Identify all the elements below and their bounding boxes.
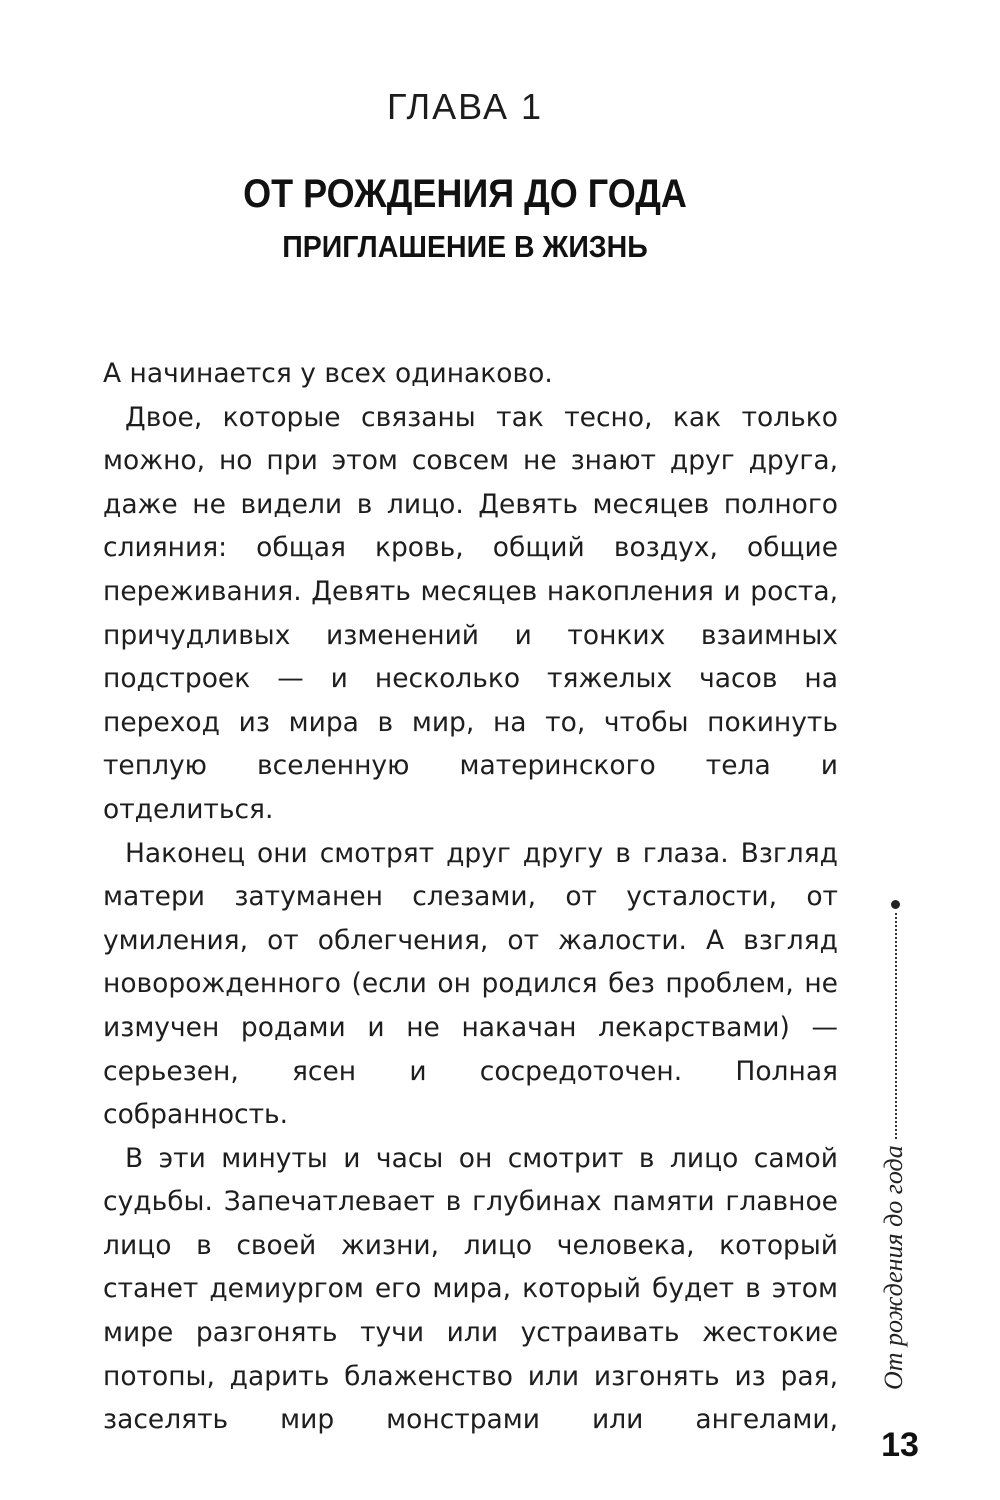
running-head (874, 900, 914, 1390)
chapter-title: ОТ РОЖДЕНИЯ ДО ГОДА (243, 172, 687, 216)
paragraph: Двое, которые связаны так тесно, как только можно, но при этом совсем не знают друг друга, даже не видели в лицо. Девять месяцев полного слияния: общая кровь, общий воздух, общие переживания. Девять месяцев накопления и роста, причудливых изменений и тонких взаимных подстроек — и несколько тяжелых часов на переход из мира в мир, на то, чтобы покинуть теплую вселенную материнского тела и отделиться. (103, 401, 838, 825)
chapter-subtitle: ПРИГЛАШЕНИЕ В ЖИЗНЬ (282, 229, 648, 264)
body-text (103, 352, 838, 1442)
running-head-text: От рождения до года (879, 1145, 908, 1390)
paragraph: В эти минуты и часы он смотрит в лицо самой судьбы. Запечатлевает в глубинах памяти главное лицо в своей жизни, лицо человека, который станет демиургом его мира, который будет в этом мире разгонять тучи или устраивать жестокие потопы, дарить блаженство или изгонять из рая, заселять мир монстрами или ангелами, (103, 1142, 838, 1436)
paragraph: А начинается у всех одинаково. (103, 358, 553, 389)
chapter-label: ГЛАВА 1 (387, 86, 543, 127)
page-number: 13 (881, 1426, 919, 1464)
bullet-dot-icon (891, 900, 900, 909)
paragraph: Наконец они смотрят друг другу в глаза. Взгляд матери затуманен слезами, от усталости, от умиления, от облегчения, от жалости. А взгляд новорожденного (если он родился без проблем, не измучен родами и не накачан лекарствами) — серьезен, ясен и сосредоточен. Полная собранность. (103, 837, 838, 1131)
dotted-leader (895, 913, 897, 1139)
